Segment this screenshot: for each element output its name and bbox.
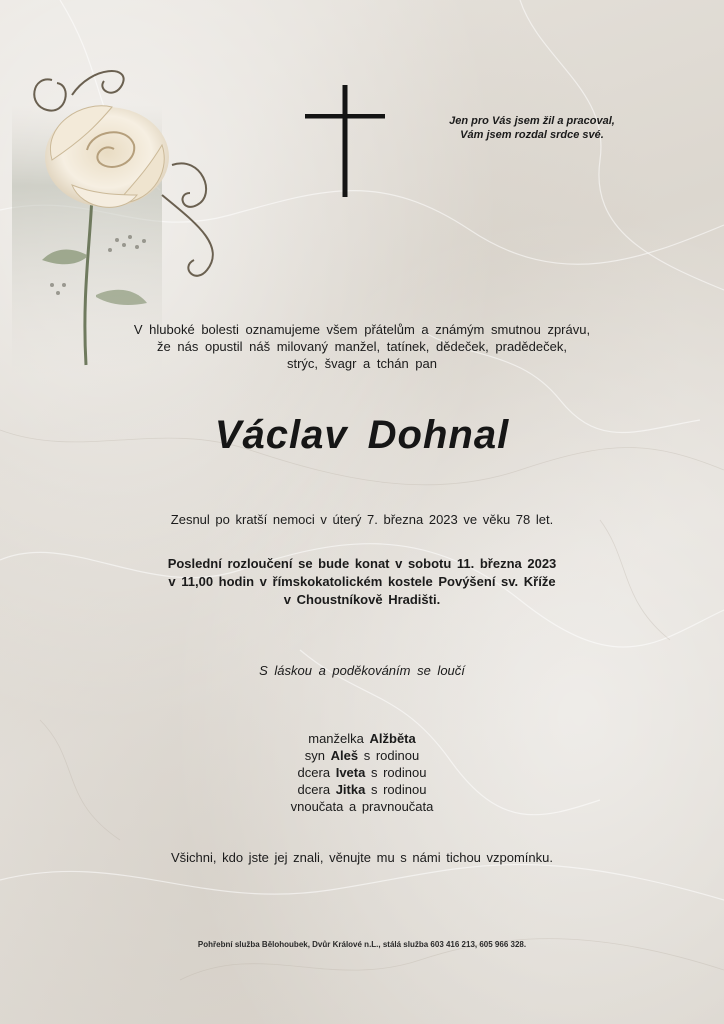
- mourners-list: [160, 730, 564, 815]
- intro-line-1: V hluboké bolesti oznamujeme všem přátelům a známým smutnou zprávu,: [133, 322, 591, 337]
- mourner-relation: manželka: [308, 731, 364, 746]
- mourner-row: [160, 747, 564, 764]
- mourner-name: Iveta: [335, 765, 366, 780]
- epitaph-quote: [412, 114, 652, 142]
- deceased-name: Václav Dohnal: [214, 413, 510, 457]
- mourner-relation: dcera: [297, 765, 331, 780]
- latin-cross-icon: [305, 85, 385, 197]
- intro-line-3: strýc, švagr a tchán pan: [286, 356, 437, 371]
- mourner-suffix: s rodinou: [363, 748, 420, 763]
- epitaph-line-1: Jen pro Vás jsem žil a pracoval,: [449, 115, 615, 127]
- mourner-relation: syn: [304, 748, 326, 763]
- mourner-row: [160, 764, 564, 781]
- mourner-row: [160, 730, 564, 747]
- closing-line: Všichni, kdo jste jej znali, věnujte mu s námi tichou vzpomínku.: [170, 850, 553, 865]
- funeral-service-footer: Pohřební služba Bělohoubek, Dvůr Králové n.L., stálá služba 603 416 213, 605 966 328.: [197, 940, 527, 949]
- mourner-suffix: s rodinou: [370, 765, 427, 780]
- intro-line-2: že nás opustil náš milovaný manžel, tatínek, dědeček, pradědeček,: [157, 339, 567, 354]
- funeral-details: [60, 555, 664, 609]
- funeral-line-3: v Choustníkově Hradišti.: [283, 592, 441, 607]
- mourner-relation: vnoučata a pravnoučata: [290, 799, 434, 814]
- mourner-name: Alžběta: [369, 731, 416, 746]
- epitaph-line-2: Vám jsem rozdal srdce své.: [460, 129, 604, 141]
- death-notice: Zesnul po kratší nemoci v úterý 7. března 2023 ve věku 78 let.: [170, 512, 554, 527]
- farewell-line: S láskou a poděkováním se loučí: [259, 663, 465, 678]
- mourner-name: Jitka: [335, 782, 366, 797]
- funeral-line-1: Poslední rozloučení se bude konat v sobotu 11. března 2023: [167, 556, 557, 571]
- mourner-row: [160, 798, 564, 815]
- mourner-name: Aleš: [330, 748, 359, 763]
- funeral-line-2: v 11,00 hodin v římskokatolickém kostele Povýšení sv. Kříže: [168, 574, 556, 589]
- mourner-row: [160, 781, 564, 798]
- mourner-relation: dcera: [297, 782, 331, 797]
- mourner-suffix: s rodinou: [370, 782, 427, 797]
- announcement-intro: [90, 321, 634, 372]
